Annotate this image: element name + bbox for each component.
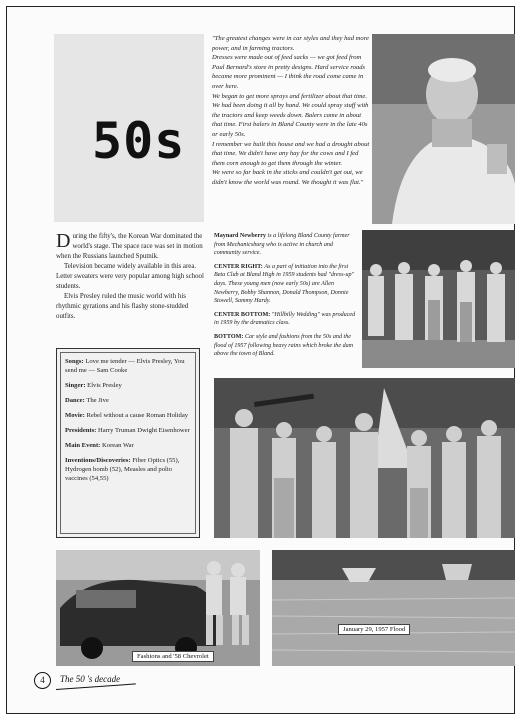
fact-value: Rebel without a cause Roman Holiday [86,412,189,419]
intro-text-1: uring the fifty's, the Korean War dominated the world's stage. The space race was set in motion when the Russians launched Sputnik. [56,233,203,260]
fact-value: Elvis Presley [87,382,122,389]
fact-label: Movie: [65,412,85,419]
fact-label: Singer: [65,382,86,389]
fact-value: Love me tender — Elvis Presley, You send me — Sam Cooke [65,358,185,374]
quote-paragraph: "The greatest changes were in car styles and they had more power, and in farming tractors. [212,35,369,52]
flood-photo [272,550,515,666]
fact-inventions [65,456,191,483]
intro-paragraph: Elvis Presley ruled the music world with his rhythmic gyrations and his flashy stone-studded outfits. [56,293,189,320]
fact-label: Dance: [65,397,85,404]
fact-dance [65,396,191,405]
photo-captions [214,232,360,364]
caption-label: BOTTOM: [214,333,244,340]
quote-paragraph: Dresses were made out of feed sacks — we got feed from Paul Bernard's store in pretty designs. Hard service roads became more prominent — I think the road come came in over here. [212,54,366,90]
fact-value: Harry Truman Dwight Eisenhower [98,427,190,434]
quote-paragraph: I remember we built this house and we had a drought about that time. We didn't have any hay for the cows and I fed them corn enough to get them through the winter. [212,140,370,167]
caption-label: CENTER BOTTOM: [214,311,271,318]
beta-club-photo [362,230,515,368]
photo-label-car: Fashions and '58 Chevrolet [132,651,214,662]
drop-cap: D [56,230,71,252]
flood-illustration [272,550,515,666]
caption-text: "Hillbilly Wedding" was produced in 1959 by the dramatics class. [214,311,356,327]
page-title: 50s [92,112,186,170]
caption-center-bottom [214,311,360,328]
caption-label: CENTER RIGHT: [214,263,263,270]
fact-presidents [65,426,191,435]
fact-songs [65,357,191,375]
chevrolet-illustration [56,550,260,666]
caption-text: As a part of initiation into the first Beta Club at Bland High in 1959 students had "dress-up" days. These young men (now early 50s) are Allen Newberry, Bobby Shannon, Donald Thompson, Donnie Stowell, Sammy Hardy. [214,263,355,305]
caption-text: Car style and fashions from the 50s and the flood of 1957 following heavy rains which broke the dam above the town of Bland. [214,333,354,358]
hillbilly-wedding-illustration [214,378,515,538]
fact-movie [65,411,191,420]
quote-block [212,34,370,188]
fact-value: Korean War [102,442,134,449]
fact-label: Songs: [65,358,84,365]
caption-name: Maynard Newberry [214,233,266,239]
facts-list [60,352,196,534]
fact-label: Main Event: [65,442,101,449]
fact-label: Presidents: [65,427,97,434]
portrait-illustration [372,34,515,224]
fact-value: The Jive [86,397,109,404]
intro-text [56,232,204,322]
beta-club-illustration [362,230,515,368]
fact-singer [65,381,191,390]
quote-paragraph: We were so far back in the sticks and couldn't get out, we didn't know the world was round. We thought it was flat." [212,169,364,186]
fact-label: Inventions/Discoveries: [65,457,131,464]
fact-value: Fiber Optics (55), Hydrogen bomb (52), Measles and polio vaccines (54,55) [65,457,180,482]
chevrolet-photo [56,550,260,666]
caption-bottom [214,333,360,359]
quote-paragraph: We began to get more sprays and fertilizer about that time. We had been doing it all by hand. We could spray stuff with the tractors and keep weeds down. Balers came in about that time. First balers in Bland County were in the late 40s or early 50s. [212,92,369,138]
portrait-photo [372,34,515,224]
intro-paragraph [56,232,204,262]
caption-text: is a lifelong Bland County farmer from Mechanicsburg who is active in church and community service. [214,233,350,257]
page-number: 4 [34,672,51,689]
footer-text: The 50 's decade [60,674,121,684]
fact-main-event [65,441,191,450]
hillbilly-wedding-photo [214,378,515,538]
photo-label-flood: January 29, 1957 Flood [338,624,410,635]
intro-paragraph: Television became widely available in this area. Letter sweaters were very popular among high school students. [56,263,204,290]
caption-newberry [214,232,360,258]
facts-box [56,348,200,538]
caption-center-right [214,263,360,306]
